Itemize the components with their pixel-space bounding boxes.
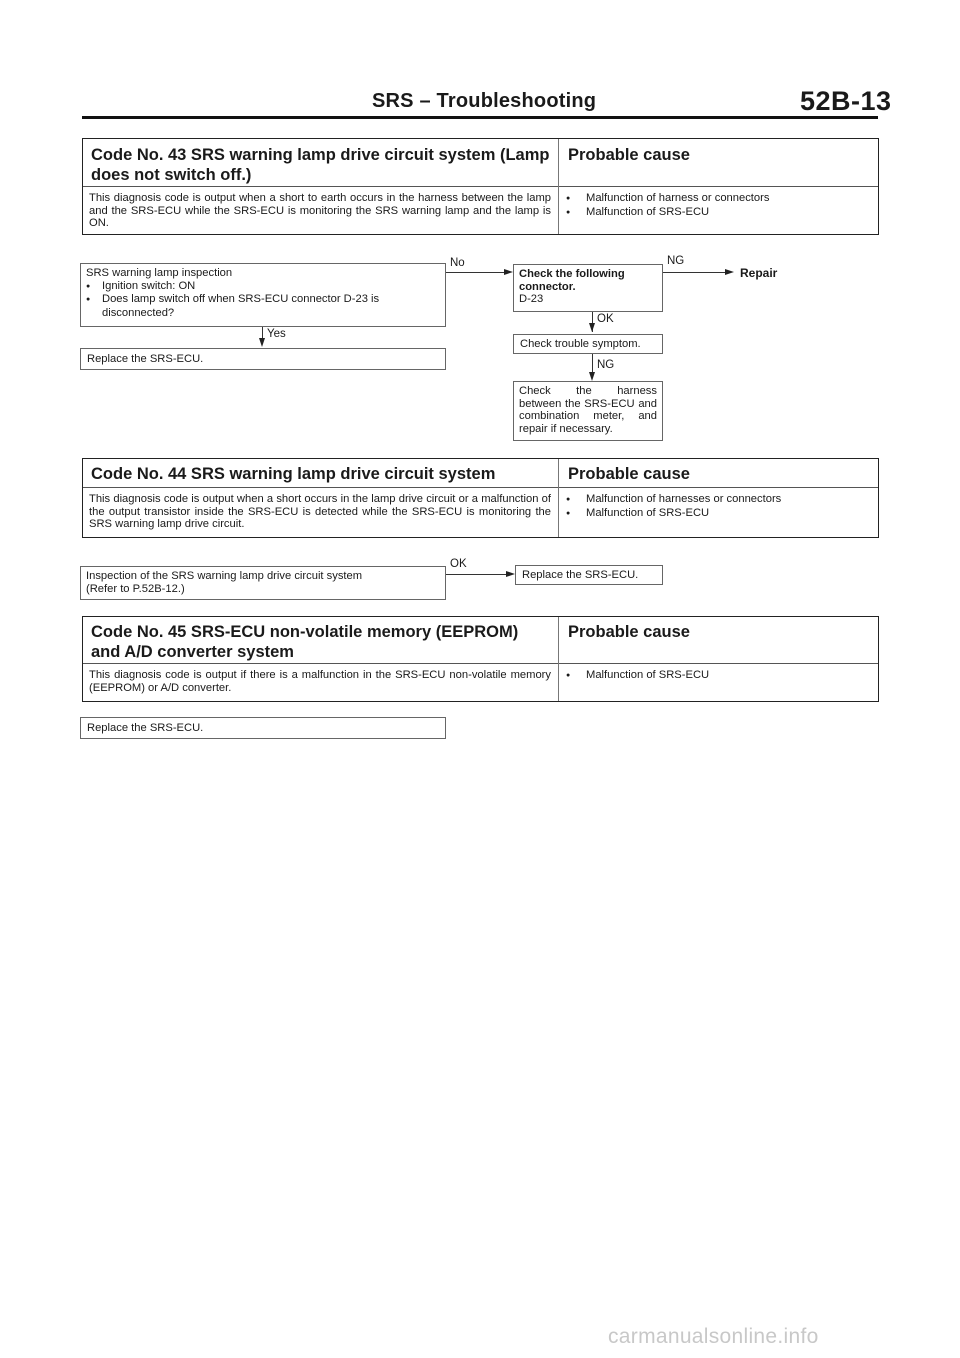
cause-item: ● Malfunction of harness or connectors — [566, 192, 769, 206]
cause-item: ● Malfunction of harnesses or connectors — [566, 493, 781, 507]
label-no: No — [450, 257, 465, 269]
page-number: 52B-13 — [800, 86, 892, 116]
code-43-description: This diagnosis code is output when a short to earth occurs in the harness between the lamp and the SRS-ECU while the SRS-ECU is monitoring the SRS warning lamp and the lamp is ON. — [89, 192, 551, 229]
code-45-description: This diagnosis code is output if there is a malfunction in the SRS-ECU non-volatile memory (EEPROM) or A/D converter. — [89, 669, 551, 694]
section-title: SRS – Troubleshooting — [372, 90, 597, 112]
code-44-box — [82, 458, 879, 538]
code-43-box — [82, 138, 879, 235]
replace-ecu-box: Replace the SRS-ECU. — [80, 717, 446, 739]
cause-item: ● Malfunction of SRS-ECU — [566, 507, 781, 521]
replace-ecu-box: Replace the SRS-ECU. — [515, 565, 663, 585]
code-44-divider — [558, 459, 559, 537]
srs-lamp-inspection-box: SRS warning lamp inspection ● Ignition switch: ON ● Does lamp switch off when SRS-ECU connector D-23 is disconnected? — [80, 263, 446, 327]
arrow-down-icon — [589, 372, 595, 381]
cause-item: ● Malfunction of SRS-ECU — [566, 669, 709, 683]
code-45-causes — [566, 669, 709, 683]
connector-line — [663, 272, 725, 273]
code-44-description: This diagnosis code is output when a short occurs in the lamp drive circuit or a malfunction of the output transistor inside the SRS-ECU is detected while the SRS-ECU is monitoring the SRS warning lamp drive circuit. — [89, 493, 551, 530]
lamp-drive-inspection-box: Inspection of the SRS warning lamp drive circuit system (Refer to P.52B-12.) — [80, 566, 446, 600]
label-ok: OK — [450, 558, 467, 570]
arrow-down-icon — [259, 338, 265, 347]
label-ng: NG — [597, 359, 615, 371]
code-45-title: Code No. 45 SRS-ECU non-volatile memory (EEPROM) and A/D converter system — [91, 623, 519, 661]
check-harness-box: Check the harness between the SRS-ECU and combination meter, and repair if necessary. — [513, 381, 663, 441]
arrow-right-icon — [504, 269, 513, 275]
header-rule — [82, 116, 878, 119]
connector-line — [446, 574, 506, 575]
check-symptom-box: Check trouble symptom. — [513, 334, 663, 354]
label-yes: Yes — [267, 328, 286, 340]
code-45-box — [82, 616, 879, 702]
cause-item: ● Malfunction of SRS-ECU — [566, 206, 769, 220]
replace-ecu-box: Replace the SRS-ECU. — [80, 348, 446, 370]
arrow-right-icon — [725, 269, 734, 275]
code-44-causes — [566, 493, 781, 520]
arrow-right-icon — [506, 571, 515, 577]
connector-line — [446, 272, 504, 273]
code-45-probable-cause-label: Probable cause — [568, 623, 690, 641]
arrow-down-icon — [589, 323, 595, 332]
code-43-probable-cause-label: Probable cause — [568, 146, 690, 164]
code-44-probable-cause-label: Probable cause — [568, 465, 690, 483]
watermark-text: carmanualsonline.info — [608, 1325, 819, 1348]
label-ok: OK — [597, 313, 614, 325]
code-43-causes — [566, 192, 769, 219]
code-43-title: Code No. 43 SRS warning lamp drive circuit system (Lamp does not switch off.) — [91, 146, 550, 184]
code-45-divider — [558, 617, 559, 701]
repair-label: Repair — [740, 266, 778, 280]
check-connector-box: Check the following connector. D-23 — [513, 264, 663, 312]
code-43-divider — [558, 139, 559, 234]
label-ng: NG — [667, 255, 685, 267]
code-44-title: Code No. 44 SRS warning lamp drive circuit system — [91, 465, 496, 483]
